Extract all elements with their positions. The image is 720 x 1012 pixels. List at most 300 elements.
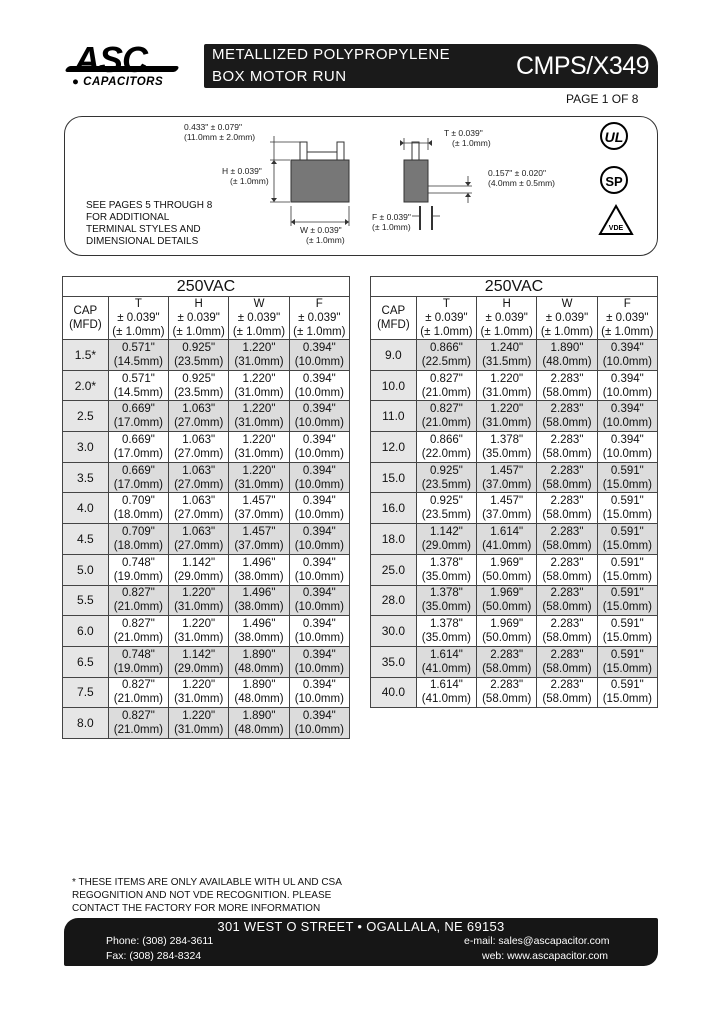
logo-main-text: ASC <box>74 39 148 80</box>
dim-value-in: 1.378" <box>490 433 524 446</box>
dim-value-in: 0.709" <box>121 495 155 508</box>
dim-value-mm: (37.0mm) <box>482 509 532 522</box>
dim-value-mm: (58.0mm) <box>542 509 592 522</box>
dim-pitch-label <box>372 212 411 232</box>
dim-value-mm: (31.0mm) <box>482 386 532 399</box>
table-row <box>63 432 350 463</box>
dim-cell-w <box>229 554 289 585</box>
dim-value-in: 1.063" <box>182 403 216 416</box>
dim-cell-f <box>597 554 657 585</box>
dim-cell-w <box>537 524 597 555</box>
col-header-h <box>477 297 537 340</box>
dim-cell-w <box>537 462 597 493</box>
col-header-label: W <box>253 298 265 310</box>
dim-value-in: 0.394" <box>302 433 336 446</box>
col-header-f <box>289 297 349 340</box>
table-row <box>371 493 658 524</box>
dim-cell-t <box>108 340 168 371</box>
table-row <box>371 370 658 401</box>
dim-cell-t <box>416 462 476 493</box>
dim-value-in: 0.827" <box>121 587 155 600</box>
dim-value-in: 1.142" <box>182 648 216 661</box>
dim-terminal-spacing-in: 0.433" ± 0.079" <box>184 122 242 132</box>
dim-cell-f <box>289 585 349 616</box>
see-pages-line: FOR ADDITIONAL <box>86 212 170 223</box>
dim-value-mm: (10.0mm) <box>602 417 652 430</box>
dim-value-in: 1.496" <box>242 556 276 569</box>
dim-cell-h <box>169 646 229 677</box>
dim-cell-h <box>477 585 537 616</box>
dim-lead-in: 0.157" ± 0.020" <box>488 168 546 178</box>
table-row <box>63 616 350 647</box>
dim-cell-h <box>169 370 229 401</box>
dim-value-mm: (58.0mm) <box>482 693 532 706</box>
dim-cell-f <box>597 340 657 371</box>
dim-value-in: 0.827" <box>121 618 155 631</box>
spec-table-left <box>62 276 350 739</box>
dim-cell-w <box>229 708 289 739</box>
dim-value-in: 0.394" <box>302 525 336 538</box>
dim-value-mm: (15.0mm) <box>602 632 652 645</box>
dim-cell-f <box>597 616 657 647</box>
dim-value-in: 0.827" <box>121 679 155 692</box>
dim-height-in: H ± 0.039" <box>222 166 262 176</box>
cap-value: 1.5* <box>63 340 109 371</box>
dim-cell-h <box>169 432 229 463</box>
dim-cell-f <box>289 340 349 371</box>
dim-cell-w <box>229 462 289 493</box>
cap-value: 10.0 <box>371 370 417 401</box>
dim-value-in: 1.063" <box>182 433 216 446</box>
dim-cell-w <box>229 646 289 677</box>
dim-cell-f <box>289 432 349 463</box>
dim-cell-f <box>289 524 349 555</box>
cap-column-header <box>371 297 417 340</box>
dim-cell-w <box>537 493 597 524</box>
dim-value-in: 1.220" <box>182 618 216 631</box>
col-header-tolerance-mm: (± 1.0mm) <box>420 326 473 338</box>
dim-cell-h <box>169 493 229 524</box>
dim-value-in: 2.283" <box>550 648 584 661</box>
table-row <box>63 340 350 371</box>
dim-terminal-spacing <box>184 122 255 142</box>
dim-value-in: 2.283" <box>550 372 584 385</box>
dim-value-mm: (15.0mm) <box>602 601 652 614</box>
dim-value-mm: (15.0mm) <box>602 662 652 675</box>
dim-value-mm: (10.0mm) <box>602 355 652 368</box>
dim-value-mm: (14.5mm) <box>113 355 163 368</box>
col-header-tolerance-mm: (± 1.0mm) <box>293 326 346 338</box>
footnote-line: REGOGNITION AND NOT VDE RECOGNITION. PLEASE <box>72 890 332 901</box>
dim-value-in: 1.063" <box>182 525 216 538</box>
dim-value-mm: (15.0mm) <box>602 478 652 491</box>
dim-value-in: 1.220" <box>490 372 524 385</box>
dim-cell-f <box>289 462 349 493</box>
dim-value-mm: (23.5mm) <box>174 355 224 368</box>
dim-cell-f <box>597 462 657 493</box>
cap-value: 28.0 <box>371 585 417 616</box>
dim-cell-h <box>477 401 537 432</box>
col-header-tolerance-in: ± 0.039" <box>545 312 589 324</box>
vde-mark-text: VDE <box>608 225 624 232</box>
col-header-t <box>416 297 476 340</box>
dim-value-mm: (10.0mm) <box>294 693 344 706</box>
dim-value-mm: (22.0mm) <box>421 447 471 460</box>
dim-value-mm: (58.0mm) <box>542 386 592 399</box>
table-row <box>371 462 658 493</box>
dim-value-mm: (21.0mm) <box>113 693 163 706</box>
dim-value-in: 1.142" <box>182 556 216 569</box>
dim-cell-h <box>169 708 229 739</box>
dim-value-in: 0.669" <box>121 464 155 477</box>
dim-value-in: 0.669" <box>121 403 155 416</box>
dim-cell-w <box>229 432 289 463</box>
dim-value-in: 0.925" <box>182 341 216 354</box>
dim-value-in: 0.591" <box>610 648 644 661</box>
dim-cell-w <box>537 677 597 708</box>
dim-value-mm: (10.0mm) <box>294 355 344 368</box>
see-pages-note <box>86 200 212 248</box>
cap-value: 11.0 <box>371 401 417 432</box>
dim-cell-f <box>289 677 349 708</box>
dim-cell-t <box>108 646 168 677</box>
table-row <box>63 401 350 432</box>
dim-cell-h <box>169 554 229 585</box>
dim-cell-w <box>537 370 597 401</box>
dim-value-in: 1.614" <box>429 648 463 661</box>
dim-value-in: 0.925" <box>429 495 463 508</box>
dim-cell-t <box>416 524 476 555</box>
cap-value: 2.5 <box>63 401 109 432</box>
dim-cell-w <box>229 370 289 401</box>
table-row <box>63 646 350 677</box>
dim-value-mm: (15.0mm) <box>602 539 652 552</box>
dim-value-mm: (10.0mm) <box>294 417 344 430</box>
dim-cell-w <box>229 524 289 555</box>
dim-value-mm: (10.0mm) <box>294 662 344 675</box>
dim-value-in: 1.378" <box>429 556 463 569</box>
dim-thickness-mm: (± 1.0mm) <box>452 138 491 148</box>
table-row <box>63 708 350 739</box>
dim-value-in: 2.283" <box>550 618 584 631</box>
dim-value-in: 2.283" <box>550 587 584 600</box>
cap-value: 9.0 <box>371 340 417 371</box>
dim-lead-label <box>488 168 555 188</box>
dim-cell-t <box>416 493 476 524</box>
capacitor-side-body <box>404 160 428 202</box>
dim-value-in: 2.283" <box>550 433 584 446</box>
dim-cell-w <box>229 493 289 524</box>
dim-value-mm: (50.0mm) <box>482 632 532 645</box>
table-row <box>63 370 350 401</box>
col-header-tolerance-mm: (± 1.0mm) <box>112 326 165 338</box>
cap-value: 40.0 <box>371 677 417 708</box>
dim-value-mm: (23.5mm) <box>421 478 471 491</box>
website-link[interactable]: web: www.ascapacitor.com <box>482 950 609 962</box>
dim-cell-f <box>289 646 349 677</box>
dim-cell-f <box>597 677 657 708</box>
col-header-tolerance-in: ± 0.039" <box>485 312 528 324</box>
dim-value-mm: (37.0mm) <box>482 478 532 491</box>
dim-value-mm: (31.0mm) <box>174 601 224 614</box>
dim-value-in: 2.283" <box>550 403 584 416</box>
dim-cell-h <box>169 616 229 647</box>
dim-value-mm: (10.0mm) <box>294 632 344 645</box>
dim-value-mm: (23.5mm) <box>174 386 224 399</box>
col-header-tolerance-in: ± 0.039" <box>298 312 341 324</box>
dim-width-in: W ± 0.039" <box>300 225 342 235</box>
dim-value-mm: (31.0mm) <box>174 693 224 706</box>
dim-value-in: 0.866" <box>429 341 463 354</box>
col-header-f <box>597 297 657 340</box>
dim-value-mm: (31.0mm) <box>174 724 224 737</box>
dim-value-in: 1.890" <box>242 679 276 692</box>
dim-cell-w <box>537 616 597 647</box>
table-row <box>63 585 350 616</box>
dim-value-mm: (21.0mm) <box>421 386 471 399</box>
dim-value-mm: (21.0mm) <box>113 601 163 614</box>
dim-value-in: 1.220" <box>242 403 276 416</box>
dim-value-mm: (21.0mm) <box>421 417 471 430</box>
dim-value-mm: (10.0mm) <box>294 539 344 552</box>
col-header-tolerance-in: ± 0.039" <box>606 312 649 324</box>
dim-value-mm: (48.0mm) <box>234 724 284 737</box>
cap-column-header <box>63 297 109 340</box>
dim-value-mm: (23.5mm) <box>421 509 471 522</box>
table-row <box>371 432 658 463</box>
dim-cell-h <box>477 524 537 555</box>
dim-value-mm: (10.0mm) <box>294 478 344 491</box>
cap-value: 7.5 <box>63 677 109 708</box>
dim-cell-h <box>169 677 229 708</box>
dim-cell-h <box>169 340 229 371</box>
dim-cell-w <box>537 401 597 432</box>
table-row <box>371 677 658 708</box>
cap-value: 8.0 <box>63 708 109 739</box>
dim-value-mm: (31.0mm) <box>234 447 284 460</box>
dim-cell-h <box>477 462 537 493</box>
dim-value-mm: (31.0mm) <box>234 478 284 491</box>
dim-value-in: 0.925" <box>182 372 216 385</box>
dim-value-mm: (58.0mm) <box>542 417 592 430</box>
dim-value-in: 1.240" <box>490 341 524 354</box>
dim-value-in: 1.063" <box>182 495 216 508</box>
dim-value-mm: (31.0mm) <box>234 355 284 368</box>
logo-sub-label: CAPACITORS <box>83 76 164 88</box>
dim-value-in: 2.283" <box>550 464 584 477</box>
voltage-title: 250VAC <box>371 277 658 297</box>
dim-width-mm: (± 1.0mm) <box>306 235 345 245</box>
dim-value-mm: (10.0mm) <box>294 386 344 399</box>
col-header-tolerance-in: ± 0.039" <box>425 312 468 324</box>
dim-value-in: 1.220" <box>490 403 524 416</box>
dim-value-in: 0.591" <box>610 679 644 692</box>
dim-value-mm: (31.0mm) <box>482 417 532 430</box>
dim-value-in: 0.827" <box>429 372 463 385</box>
dim-value-mm: (10.0mm) <box>294 447 344 460</box>
cap-value: 2.0* <box>63 370 109 401</box>
dim-pitch-in: F ± 0.039" <box>372 212 411 222</box>
col-header-label: H <box>194 298 203 310</box>
dim-cell-t <box>108 401 168 432</box>
dim-cell-t <box>416 677 476 708</box>
dim-value-in: 0.591" <box>610 556 644 569</box>
dim-value-mm: (18.0mm) <box>113 509 163 522</box>
dim-value-in: 1.969" <box>490 556 524 569</box>
dim-cell-t <box>416 401 476 432</box>
table-row <box>371 585 658 616</box>
dim-cell-f <box>597 585 657 616</box>
col-header-t <box>108 297 168 340</box>
dim-cell-f <box>597 401 657 432</box>
col-header-tolerance-in: ± 0.039" <box>177 312 220 324</box>
cap-value: 5.5 <box>63 585 109 616</box>
dim-value-mm: (29.0mm) <box>174 570 224 583</box>
dim-value-in: 1.457" <box>490 464 524 477</box>
dim-value-in: 1.220" <box>182 679 216 692</box>
dim-value-in: 1.457" <box>490 495 524 508</box>
dim-value-mm: (58.0mm) <box>542 570 592 583</box>
col-header-label: H <box>502 298 511 310</box>
dim-cell-f <box>289 708 349 739</box>
table-row <box>63 677 350 708</box>
col-header-w <box>229 297 289 340</box>
dim-cell-t <box>108 554 168 585</box>
dim-value-in: 0.394" <box>302 403 336 416</box>
dim-value-in: 0.709" <box>121 525 155 538</box>
dim-cell-t <box>108 585 168 616</box>
dim-cell-w <box>229 585 289 616</box>
dim-value-mm: (58.0mm) <box>482 662 532 675</box>
dim-value-mm: (31.0mm) <box>234 417 284 430</box>
dim-value-in: 0.394" <box>610 433 644 446</box>
dim-cell-w <box>537 585 597 616</box>
dim-value-mm: (48.0mm) <box>234 693 284 706</box>
logo-sub-text: ● CAPACITORS <box>72 76 164 88</box>
dim-height-mm: (± 1.0mm) <box>230 176 269 186</box>
dim-value-mm: (35.0mm) <box>421 570 471 583</box>
dim-cell-t <box>416 340 476 371</box>
dim-value-mm: (22.5mm) <box>421 355 471 368</box>
dim-value-mm: (38.0mm) <box>234 601 284 614</box>
dim-value-in: 1.457" <box>242 525 276 538</box>
dim-cell-f <box>289 493 349 524</box>
col-header-tolerance-mm: (± 1.0mm) <box>172 326 225 338</box>
dim-value-in: 0.394" <box>302 618 336 631</box>
dim-value-mm: (10.0mm) <box>602 386 652 399</box>
dim-value-in: 0.591" <box>610 495 644 508</box>
product-title-line1: METALLIZED POLYPROPYLENE <box>212 46 451 63</box>
spec-table-right <box>370 276 658 708</box>
cap-header-label: CAP <box>73 305 98 317</box>
dim-value-in: 0.591" <box>610 587 644 600</box>
col-header-tolerance-mm: (± 1.0mm) <box>601 326 654 338</box>
dim-value-in: 0.394" <box>302 556 336 569</box>
dim-value-in: 1.614" <box>429 679 463 692</box>
dim-value-mm: (35.0mm) <box>421 632 471 645</box>
dim-cell-w <box>229 340 289 371</box>
dim-value-in: 0.394" <box>302 648 336 661</box>
cap-value: 35.0 <box>371 646 417 677</box>
dim-value-mm: (50.0mm) <box>482 570 532 583</box>
dim-value-in: 0.827" <box>121 710 155 723</box>
cap-value: 15.0 <box>371 462 417 493</box>
cap-value: 16.0 <box>371 493 417 524</box>
dim-value-mm: (19.0mm) <box>113 570 163 583</box>
dim-value-in: 0.394" <box>302 710 336 723</box>
dim-value-mm: (35.0mm) <box>482 447 532 460</box>
dim-value-mm: (50.0mm) <box>482 601 532 614</box>
table-row <box>63 462 350 493</box>
dim-cell-h <box>477 677 537 708</box>
footnote-line: * THESE ITEMS ARE ONLY AVAILABLE WITH UL AND CSA <box>72 877 342 888</box>
dim-value-in: 1.890" <box>550 341 584 354</box>
table-row <box>63 524 350 555</box>
dim-cell-h <box>477 554 537 585</box>
dim-value-in: 2.283" <box>490 648 524 661</box>
dim-value-in: 0.748" <box>121 556 155 569</box>
dim-cell-h <box>169 524 229 555</box>
dim-cell-f <box>597 646 657 677</box>
dim-value-mm: (58.0mm) <box>542 478 592 491</box>
dim-cell-t <box>108 493 168 524</box>
see-pages-line: DIMENSIONAL DETAILS <box>86 236 199 247</box>
dim-value-in: 1.220" <box>242 341 276 354</box>
dim-value-in: 1.496" <box>242 587 276 600</box>
dim-cell-t <box>416 432 476 463</box>
dim-value-in: 0.866" <box>429 433 463 446</box>
see-pages-line: TERMINAL STYLES AND <box>86 224 201 235</box>
dim-value-in: 0.394" <box>302 587 336 600</box>
dim-cell-w <box>537 340 597 371</box>
dim-value-in: 0.591" <box>610 618 644 631</box>
cap-value: 4.5 <box>63 524 109 555</box>
dim-value-mm: (58.0mm) <box>542 601 592 614</box>
dim-cell-t <box>108 708 168 739</box>
dim-cell-w <box>229 616 289 647</box>
dim-cell-w <box>537 554 597 585</box>
dim-value-mm: (19.0mm) <box>113 662 163 675</box>
dim-value-in: 0.394" <box>302 495 336 508</box>
col-header-label: F <box>623 298 631 310</box>
dim-value-in: 0.394" <box>610 341 644 354</box>
dim-value-mm: (21.0mm) <box>113 724 163 737</box>
dim-value-mm: (58.0mm) <box>542 662 592 675</box>
dim-value-mm: (15.0mm) <box>602 509 652 522</box>
dim-value-mm: (17.0mm) <box>113 478 163 491</box>
dim-value-mm: (41.0mm) <box>421 693 471 706</box>
email-address[interactable]: e-mail: sales@ascapacitor.com <box>464 935 610 947</box>
dim-value-in: 1.969" <box>490 587 524 600</box>
col-header-tolerance-mm: (± 1.0mm) <box>232 326 286 338</box>
dim-cell-h <box>477 340 537 371</box>
dim-value-mm: (31.5mm) <box>482 355 532 368</box>
company-address: 301 WEST O STREET • OGALLALA, NE 69153 <box>217 919 505 934</box>
dim-lead-mm: (4.0mm ± 0.5mm) <box>488 178 556 188</box>
dim-value-in: 0.571" <box>121 372 155 385</box>
dim-cell-t <box>108 370 168 401</box>
cap-value: 25.0 <box>371 554 417 585</box>
cap-header-unit: (MFD) <box>377 319 410 331</box>
dim-value-in: 0.591" <box>610 464 644 477</box>
dim-value-in: 1.142" <box>429 525 463 538</box>
cap-header-label: CAP <box>381 305 406 317</box>
dim-cell-f <box>597 432 657 463</box>
dim-cell-f <box>289 616 349 647</box>
dim-cell-h <box>169 401 229 432</box>
dim-cell-w <box>537 646 597 677</box>
dim-cell-h <box>477 493 537 524</box>
